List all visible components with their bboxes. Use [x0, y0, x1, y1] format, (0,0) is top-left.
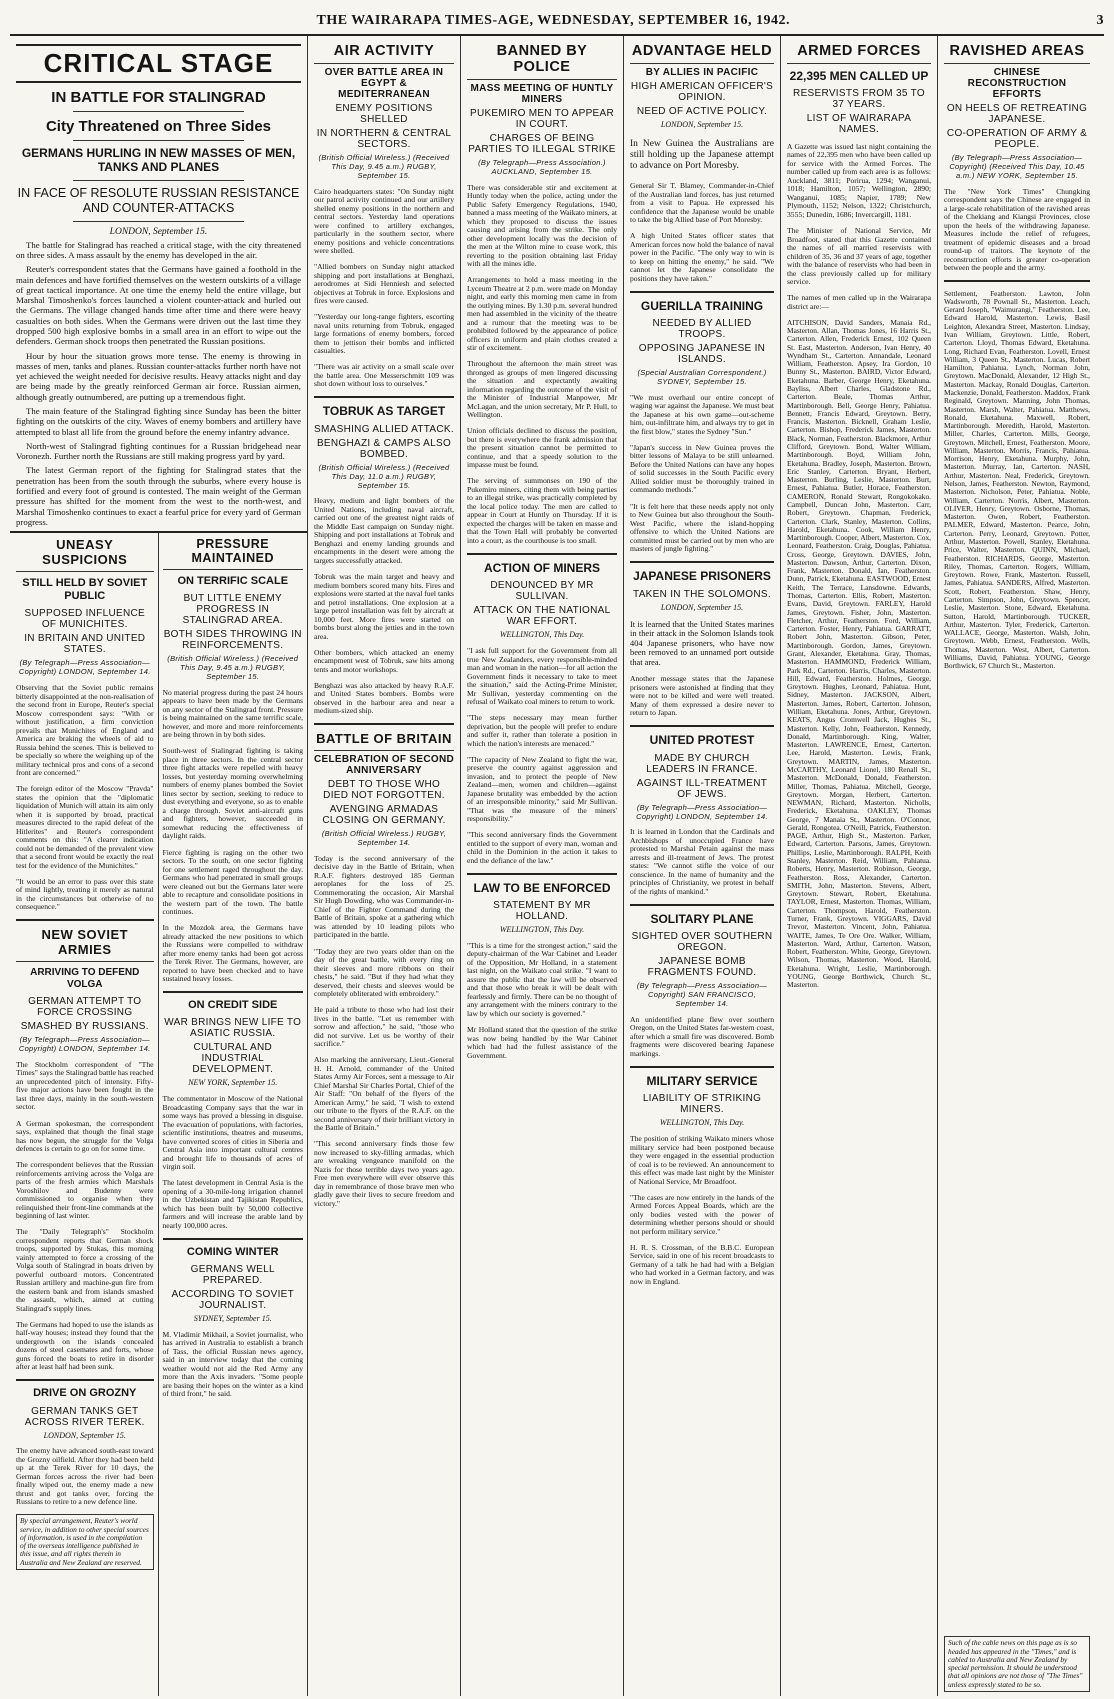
solitary-credit: (By Telegraph—Press Association—Copyright) SAN FRANCISCO, September 14. — [636, 981, 768, 1009]
jap-prisoners-p1: It is learned that the United States marines in their attack in the Solomon Islands took 404 Japanese prisoners, who have now been removed to an unnamed port outside that area. — [630, 619, 774, 667]
law-sub1: STATEMENT BY MR HOLLAND. — [493, 900, 591, 923]
armed-p1: A Gazette was issued last night containing the names of 22,395 men who have been called up for service with the Armed Forces. The number called up from each area is as follows: Auckland, 3811; Porirua, 1294; Wanganui, 1018; Hamilton, 1057; Wellington, 2890; Wanganui, 1085; Napier, 1789; New Plymouth, 1152; Nelson, 1322; Christchurch, 3555; Dunedin, 1686; Invercargill, 1181. — [787, 141, 931, 219]
divider — [630, 1066, 774, 1068]
divider — [314, 723, 454, 725]
banned-sub3: CHARGES OF BEING PARTIES TO ILLEGAL STRIKE — [468, 133, 616, 155]
divider — [467, 553, 617, 555]
banned-credit: (By Telegraph—Press Association.) AUCKLAND, September 15. — [478, 158, 606, 176]
armed-sub2: RESERVISTS FROM 35 TO 37 YEARS. — [793, 88, 925, 111]
grozny-p1: The enemy have advanced south-east toward the Grozny oilfield. After they had been held up at the Terek River for 10 days, the German forces across the river had been finally wiped out, the enemy made a new thrust and got tanks over, forcing the Russians to retire to a new defence line. — [16, 1446, 154, 1507]
credit-side-p2: The latest development in Central Asia is the opening of a 30-mile-long irrigation channel in the Uzbekistan and Tajikistan Republics, which has been built by 50,000 collective farmers and will increase the arable land by nearly 100,000 acres. — [162, 1178, 303, 1230]
critical-p1: The battle for Stalingrad has reached a critical stage, with the city threatened on three sides. A mass assault by the enemy has developed in the air. — [16, 239, 301, 261]
critical-sub1: IN BATTLE FOR STALINGRAD — [51, 89, 266, 106]
coming-winter-sub1: GERMANS WELL PREPARED. — [190, 1263, 275, 1286]
uneasy-sub3: IN BRITAIN AND UNITED STATES. — [24, 633, 146, 656]
tobruk-p2: Tobruk was the main target and heavy and medium bombers scored many hits. Fires and explosions were started at the naval fuel tanks and petrol installations. One explosion at a large petrol installation was felt by aircraft at 10,000 feet. More fires were started on bombs burst along the jetties and in the town area. — [314, 572, 454, 641]
air-sub1: OVER BATTLE AREA IN EGYPT & MEDITERRANEAN — [324, 67, 444, 100]
banned-sub1: MASS MEETING OF HUNTLY MINERS — [470, 83, 614, 105]
air-p1: Cairo headquarters states: "On Sunday night our patrol activity continued and our artillery shelled enemy positions in the northern and central sectors. Yesterday land operations were confined to artillery exchanges, particularly in the southern sector, where enemy positions and vehicle concentrations were shelled. — [314, 186, 454, 256]
battle-britain-sub2: DEBT TO THOSE WHO DIED NOT FORGOTTEN. — [323, 779, 445, 802]
pressure-p2: South-west of Stalingrad fighting is taking place in three sectors. In the central sector three fight attacks were repelled with heavy losses, but yesterday morning overwhelming numbers of enemy planes bombed the Soviet lines sector by section, seeking to reduce to dust everything and everyone, so as to enable a charge through. Soviet anti-aircraft guns and fighters, however, succeeded in somewhat reducing the effectiveness of daylight raids. — [162, 746, 303, 841]
critical-p6: The latest German report of the fighting for Stalingrad states that the penetration has been from the south through the suburbs, where every house is fortified and every foot of ground is contested. The main weight of the German pressure has shifted for the moment from the west to the north-west, and Marshal Timoshenko continues to exact a fearful price for every yard of German progress. — [16, 465, 301, 527]
action-miners-headline: ACTION OF MINERS — [484, 561, 600, 576]
critical-p3: Hour by hour the situation grows more tense. The enemy is throwing in masses of men, tanks and planes. Russian counter-attacks further north have not yet achieved the weight needed for decisive results. Heavy attacks night and day are being made by the greatly reinforced German air force. Russian airmen, although greatly outnumbered, are putting up a tremendous fight. — [16, 350, 301, 402]
tobruk-credit: (British Official Wireless.) (Received This Day, 11.0 a.m.) RUGBY, September 15. — [318, 462, 450, 490]
air-p2: "Allied bombers on Sunday night attacked shipping and port installations at Benghazi, aerodromes at Sidi Henniesh and selected objectives at Tobruk in force. Explosions and fires were caused. — [314, 262, 454, 306]
battle-britain-sub3: AVENGING ARMADAS CLOSING ON GERMANY. — [322, 804, 446, 827]
action-miners-p3: "The capacity of New Zealand to fight the war, preserve the country against aggression and invasion, and to protect the people of New Zealand—men, women and children—against Japanese brutality was embedded by the action of an irresponsible minority," said Mr Sullivan. "That was the measure of the miners' responsibility." — [467, 754, 617, 824]
col1-lower — [10, 533, 159, 1696]
critical-dateline: LONDON, September 15. — [109, 226, 208, 237]
action-miners-p2: "The steps necessary may mean further deprivation, but the people will prefer to endure and suffer it, rather than tolerate a position in which the nation's interests are menaced." — [467, 713, 617, 748]
jap-prisoners-sub1: TAKEN IN THE SOLOMONS. — [633, 588, 771, 600]
banned-p3: Throughout the afternoon the main street was thronged as groups of men lingered discussing the situation and expectantly awaiting information regarding the outcome of the visit of the Minister of Industrial Manpower, Mr McLagan, and the union secretary, Mr P. Hull, to Wellington. — [467, 359, 617, 420]
action-miners-sub2: ATTACK ON THE NATIONAL WAR EFFORT. — [473, 605, 611, 628]
tobruk-p3: Other bombers, which attacked an enemy encampment west of Tobruk, saw hits among tents and motor workshops. — [314, 647, 454, 674]
divider — [16, 1379, 154, 1381]
banned-p4: Union officials declined to discuss the position, but there is everywhere the frank admission that the present situation cannot be permitted to continue, and that a speedy solution to the impasse must be found. — [467, 426, 617, 470]
new-soviet-p5: The Germans had hoped to use the islands as half-way houses; instead they found that the undergrowth on the islands concealed dozens of steel casemates and forts, whose guns forced the boats to retire in disorder after at least half had been sunk. — [16, 1319, 154, 1372]
banned-sub2: PUKEMIRO MEN TO APPEAR IN COURT. — [469, 108, 615, 130]
divider — [16, 919, 154, 921]
jap-prisoners-headline: JAPANESE PRISONERS — [633, 569, 771, 584]
divider — [73, 111, 244, 112]
critical-sub2: City Threatened on Three Sides — [45, 118, 272, 135]
coming-winter-dateline: SYDNEY, September 15. — [193, 1313, 272, 1323]
new-soviet-p4: The "Daily Telegraph's" Stockholm correspondent reports that German shock troops, supported by Stukas, this morning vainly attempted to force a crossing of the Volga south of Stalingrad in boats driven by powerful outboard motors. Concentrated Russian artillery and machine-gun fire from the eastern bank and from islands smashed the assault, which, aimed at cutting Stalingrad's supply lines. — [16, 1227, 154, 1313]
banned-headline: BANNED BY POLICE — [467, 43, 617, 80]
pressure-sub3: BOTH SIDES THROWING IN REINFORCEMENTS. — [163, 629, 302, 652]
tobruk-p4: Benghazi was also attacked by heavy R.A.F. and United States bombers. Bombs were observed in the harbour area and near a medium-sized ship. — [314, 680, 454, 716]
credit-side-sub2: CULTURAL AND INDUSTRIAL DEVELOPMENT. — [192, 1042, 274, 1076]
air-p4: "There was air activity on a small scale over the battle area. One Messerschmitt 109 was shot down without loss to ourselves." — [314, 362, 454, 389]
guerilla-credit: (Special Australian Correspondent.) SYDNEY, September 15. — [637, 368, 767, 387]
divider — [630, 561, 774, 563]
col4 — [461, 36, 624, 1696]
action-miners-p1: "I ask full support for the Government from all true New Zealanders, every responsible-minded man and woman in the nation—for all action the Government finds it necessary to take to meet the situation," said the Acting-Prime Minister, Mr Sullivan, yesterday commenting on the refusal of Waikato coal miners to return to work. — [467, 646, 617, 707]
battle-britain-p4: Also marking the anniversary, Lieut.-General H. H. Arnold, commander of the United States Army Air Forces, sent a message to Air Chief Marshal Sir Charles Portal, Chief of the Air Staff: "On behalf of the flyers of the American Army," he said, "I wish to extend our tribute to the flyers of the R.A.F. on the second anniversary of their brilliant victory in the Battle of Britain." — [314, 1055, 454, 1133]
banned-p5: The serving of summonses on 190 of the Pukemiro miners, citing them with being parties to an illegal strike, was practically completed by the local police today. The men are called to appear in Court at Huntly on Thursday. If it is expected the charges will be taken en masse and that the Town Hall will probably be converted into a court, as the courthouse is too small. — [467, 476, 617, 545]
guerilla-p3: "It is felt here that these needs apply not only to New Guinea but also throughout the South-West Pacific, where the island-hopping offensive to which the United Nations are committed must be carried out by men who are masters of jungle fighting." — [630, 501, 774, 554]
col7 — [938, 36, 1096, 1696]
uneasy-headline: UNEASY SUSPICIONS — [16, 537, 154, 572]
col2-lower — [159, 533, 308, 1696]
left-block — [10, 36, 308, 1696]
jap-prisoners-p2: Another message states that the Japanese prisoners were astonished at finding that they were not to be killed and were well treated. Many of them expressed a desire never to return to Japan. — [630, 674, 774, 718]
pressure-p4: In the Mozdok area, the Germans have already attacked the new positions to which the Russians were compelled to withdraw after more enemy tanks had been got across the Terek River. The Germans, however, are reported to have been checked and to have sustained heavy losses. — [162, 923, 303, 984]
advantage-headline: ADVANTAGE HELD — [630, 43, 774, 64]
new-soviet-p2: A German spokesman, the correspondent says, explained that though the final stage has now begun, the struggle for the Volga defences is certain to go on for some time. — [16, 1118, 154, 1154]
battle-britain-credit: (British Official Wireless.) RUGBY, September 14. — [321, 829, 447, 848]
left-lower — [10, 531, 307, 1696]
divider — [163, 1238, 304, 1240]
armed-sub1: 22,395 MEN CALLED UP — [789, 69, 929, 83]
air-sub2: ENEMY POSITIONS SHELLED — [335, 103, 433, 125]
tobruk-p1: Heavy, medium and light bombers of the United Nations, including naval aircraft, carried out one of the greatest night raids of the Middle East campaign on Sunday night. Shipping and port installations at Tobruk and Benghazi and enemy landing grounds and encampments in the desert were among the targets successfully attacked. — [314, 496, 454, 565]
critical-headline: CRITICAL STAGE — [16, 44, 301, 83]
law-p2: Mr Holland stated that the question of the strike was now being handled by the War Cabinet which had had the fullest assistance of the Government. — [467, 1025, 617, 1060]
uneasy-credit: (By Telegraph—Press Association—Copyright) LONDON, September 14. — [18, 658, 151, 677]
air-credit: (British Official Wireless.) (Received This Day, 9.45 a.m.) RUGBY, September 15. — [318, 153, 450, 180]
pressure-p1: No material progress during the past 24 hours appears to have been made by the Germans on any sector of the Stalingrad front. Pressure is being maintained on the same terrific scale, however, and more and more reinforcements are being thrown in by both sides. — [162, 687, 303, 740]
banned-p1: There was considerable stir and excitement at Huntly today when the police, acting under the Public Safety Emergency Regulations, 1940, banned a mass meeting of the Waikato miners, at which they proposed to discuss the issues causing and arising from the strike. The only other development locally was the decision of the men at the Wilton mine to cease work, this reverting to the position obtaining last Friday with all the mines idle. — [467, 182, 617, 269]
air-sub3: IN NORTHERN & CENTRAL SECTORS. — [316, 128, 452, 150]
advantage-lead: In New Guinea the Australians are still holding up the Japanese attempt to advance on Port Moresby. — [630, 138, 774, 172]
solitary-sub2: JAPANESE BOMB FRAGMENTS FOUND. — [647, 956, 757, 979]
critical-p2: Reuter's correspondent states that the Germans have gained a foothold in the main defences and have fortified themselves on the western outskirts of a village of great tactical importance. At one time the enemy held the entire village, but Marshal Timoshenko's forces launched a violent counter-attack and hurled out the Germans. The village changed hands time after time and there were heavy casualties on both sides. When the Germans were driven out the last time they dropped 500 high explosive bombs in a small area in an effort to wipe out the defenders. German shock troops then penetrated the Russian positions. — [16, 264, 301, 347]
solitary-p1: An unidentified plane flew over southern Oregon, on the United States far-western coast, after which a small fire was discovered. Bomb fragments were discovered bearing Japanese markings. — [630, 1014, 774, 1058]
guerilla-sub2: OPPOSING JAPANESE IN ISLANDS. — [638, 343, 766, 366]
guerilla-headline: GUERILLA TRAINING — [640, 298, 764, 313]
pressure-credit: (British Official Wireless.) (Received This Day, 9.45 a.m.) RUGBY, September 15. — [167, 654, 299, 682]
battle-britain-headline: BATTLE OF BRITAIN — [314, 731, 454, 751]
uneasy-sub2: SUPPOSED INFLUENCE OF MUNICHITES. — [24, 608, 145, 631]
divider — [630, 904, 774, 906]
credit-side-headline: ON CREDIT SIDE — [188, 999, 278, 1012]
divider — [630, 291, 774, 293]
banned-p2: Arrangements to hold a mass meeting in the Lyceum Theatre at 2 p.m. were made on Monday night, and early this morning men came in from the outlying mines. By 1.30 p.m. several hundred men had assembled in the vicinity of the theatre and a rumour that the meeting was to be prohibited followed by the appearance of police officers in uniform and plain clothes created a stir of excitement. — [467, 275, 617, 353]
tobruk-headline: TOBRUK AS TARGET — [322, 404, 446, 419]
ravished-sub2: ON HEELS OF RETREATING JAPANESE. — [946, 103, 1088, 125]
ravished-headline: RAVISHED AREAS — [944, 43, 1090, 64]
credit-side-dateline: NEW YORK, September 15. — [188, 1078, 278, 1088]
battle-britain-p3: He paid a tribute to those who had lost their lives in the battle. "Let us remember with sorrow and affection," he said, "those who did not survive. Let us be worthy of their sacrifice." — [314, 1005, 454, 1049]
grozny-headline: DRIVE ON GROZNY — [33, 1387, 137, 1400]
bottom-note: Such of the cable news on this page as is so headed has appeared in the "Times," and is cabled to Australia and New Zealand by special permission. It should be understood that all opinions are not those of "The Times" unless expressly stated to be so. — [944, 1636, 1090, 1692]
guerilla-sub1: NEEDED BY ALLIED TROOPS. — [652, 318, 752, 341]
footnote-left: By special arrangement, Reuter's world service, in addition to other special sources of information, is used in the compilation of the overseas intelligence published in this issue, and all rights therein in Australia and New Zealand are reserved. — [16, 1514, 154, 1570]
col5 — [624, 36, 781, 1696]
masthead-title: THE WAIRARAPA TIMES-AGE, WEDNESDAY, SEPTEMBER 16, 1942. — [316, 13, 791, 28]
new-soviet-credit: (By Telegraph—Press Association—Copyright) LONDON, September 14. — [18, 1035, 151, 1054]
solitary-headline: SOLITARY PLANE — [650, 912, 754, 926]
pressure-sub1: ON TERRIFIC SCALE — [177, 575, 289, 588]
credit-side-p1: The commentator in Moscow of the National Broadcasting Company says that the war in some ways has proved a blessing in disguise. The evacuation of populations, with factories, scientific institutions, theatres and museums, have converted scores of cities in Siberia and Central Asia into important cultural centres and brought life to thousands of acres of virgin soil. — [162, 1094, 303, 1172]
military-sub1: LIABILITY OF STRIKING MINERS. — [642, 1093, 762, 1116]
protest-headline: UNITED PROTEST — [649, 733, 755, 748]
protest-p1: It is learned in London that the Cardinals and Archbishops of unoccupied France have protested to Marshal Petain against the mass arrests and ill-treatment of Jews. The protest states: "We cannot stifle the voice of our conscience. In the name of humanity and the principles of Christianity, we protest in behalf of the rights of mankind." — [630, 827, 774, 896]
ravished-sub3: CO-OPERATION OF ARMY & PEOPLE. — [946, 128, 1088, 150]
uneasy-p1: Observing that the Soviet public remains bitterly disappointed at the non-realisation of the second front in Europe, Reuter's special Moscow correspondent says: "With or without justification, a firm conviction prevails that Munichites of England and America are braking the wheels of aid to Russia behind the scenes. This is believed to be specially so where the weighing up of the military technical pros and cons of a second front are concerned." — [16, 683, 154, 778]
ravished-sub1: CHINESE RECONSTRUCTION EFFORTS — [967, 67, 1067, 100]
new-soviet-sub1: ARRIVING TO DEFEND VOLGA — [30, 967, 140, 991]
action-miners-p4: "This second anniversary finds the Government entitled to the support of every man, woman and child in the Dominion in the action it takes to end the defiance of the law." — [467, 830, 617, 865]
divider — [163, 991, 304, 993]
columns — [10, 36, 1104, 1696]
air-p3: "Yesterday our long-range fighters, escorting naval units returning from Tobruk, engaged large formations of enemy bombers, forced them to jettison their bombs and inflicted casualties. — [314, 312, 454, 356]
divider — [630, 725, 774, 727]
uneasy-sub1: STILL HELD BY SOVIET PUBLIC — [22, 577, 148, 603]
col6 — [781, 36, 938, 1696]
uneasy-p3: "It would be an error to pass over this state of mind lightly, treating it merely as natural in the circumstances but otherwise of no consequence." — [16, 876, 154, 912]
protest-credit: (By Telegraph—Press Association—Copyright) LONDON, September 14. — [636, 802, 768, 821]
pressure-p3: Fierce fighting is raging on the other two sectors. To the south, on one sector fighting for one settlement raged throughout the day. Germans who had penetrated in small groups were cleaned out but the Germans later were able to recapture and consolidate positions in the western part of the town. The battle continues. — [162, 847, 303, 917]
grozny-sub1: GERMAN TANKS GET ACROSS RIVER TEREK. — [24, 1405, 145, 1428]
battle-britain-p2: "Today they are two years older than on the day of the great battle, with every ring on their sleeves and more ribbons on their chests," he said. "But if they had what they deserved, their chests and sleeves would be completely obliterated with embroidery." — [314, 946, 454, 999]
armed-headline: ARMED FORCES — [787, 43, 931, 64]
ravished-p1: The "New York Times" Chungking correspondent says the Chinese are engaged in a large-scale rehabilitation of the ravished areas of the Chekiang and Kiangsi Provinces, close upon the heels of the withdrawing Japanese. Measures include the relief of refugees, treatment of epidemic diseases and a broad round-up of traitors. The keynote of the reconstruction efforts is greater co-operation between the people and the army. — [944, 186, 1090, 273]
masthead — [10, 8, 1104, 36]
critical-sub4: IN FACE OF RESOLUTE RUSSIAN RESISTANCE AND COUNTER-ATTACKS — [17, 185, 300, 215]
ravished-credit: (By Telegraph—Press Association—Copyright) (Received This Day, 10.45 a.m.) NEW YORK, September 15. — [949, 153, 1085, 180]
action-miners-sub1: DENOUNCED BY MR SULLIVAN. — [490, 580, 594, 603]
col3 — [308, 36, 461, 1696]
air-headline: AIR ACTIVITY — [314, 43, 454, 64]
law-p1: "This is a time for the strongest action," said the deputy-chairman of the War Cabinet and Leader of the Opposition, Mr Holland, in a statement last night, on the Waikato coal strike. "I want to assure the public that the law will be observed and that those who break it will be dealt with fearlessly and firmly. There can be no thought of any arrangement with the miners contrary to the law by which our society is governed." — [467, 940, 617, 1018]
advantage-sub3: NEED OF ACTIVE POLICY. — [636, 106, 768, 117]
armed-names: AITCHISON, David Sanders, Manaia Rd., Masterton. Allan, Thomas Jones, 16 Harris St., Carterton. Allen, Frederick Ernest, 102 Queen St. East, Masterton. Anderson, Ivan Henry, 40 Wyndham St., Carterton. Annandale, Leonard William, Featherston. Apsey, Ira Gordon, 10 Bunny St., Masterton. BAIRD, Victor Edward, Eketahuna. Barber, George Henry, Eketahuna. Bayliss, Albert Charles, Gladstone Rd., Carterton. Beale, Thomas Arthur, Martinborough. Bell, George Henry, Pahiatua. Bennett, Francis Edward, Greytown. Berry, Francis, Masterton. Bicknell, Graham Leslie, Carterton. Bishop, Frederick James, Masterton. Black, Norman, Featherston. Blackmore, Arthur Clifford, Greytown. Bond, Walter William, Martinborough. Boyd, William John, Eketahuna. Bradley, Joseph, Masterton. Brown, Eric Stanley, Carterton. Bryant, Herbert, Masterton. Burling, Leslie, Masterton. Burt, Ernest, Pahiatua. Butler, Horace, Featherston. CAMERON, Ronald Stewart, Rongokokako. Campbell, Duncan John, Masterton. Carr, Robert, Greytown. Chapman, Frederick, Carterton. Clark, Stanley, Masterton. Collins, Harold, Eketahuna. Cook, William Henry, Martinborough. Cooper, Albert, Masterton. Cox, Leonard, Featherston. Craig, Douglas, Pahiatua. Cross, George, Greytown. DAVIES, John, Masterton. Dawson, Arthur, Carterton. Dixon, Frank, Masterton. Donald, Ian, Featherston. Dunn, Patrick, Eketahuna. EASTWOOD, Ernest Keith, The Terrace, Lansdowne. Edwards, Thomas, Carterton. Ellis, Robert, Masterton. Evans, David, Greytown. FARLEY, Harold James, Greytown. Fisher, John, Masterton. Fletcher, Arthur, Featherston. Ford, William, Carterton. Foster, Henry, Pahiatua. GARRATT, Robert John, Masterton. Gibson, Peter, Martinborough. Gordon, James, Greytown. Grant, Alexander, Eketahuna. Gray, Thomas, Masterton. HAMMOND, Frederick William, Park Rd., Carterton. Harris, Charles, Masterton. Hill, Edward, Featherston. Holmes, George, Greytown. Hughes, Leonard, Pahiatua. Hunt, Sidney, Masterton. JACKSON, Albert, Masterton. James, Robert, Carterton. Johnson, William, Eketahuna. Jones, Arthur, Greytown. KEATS, Angus Cromwell Jack, Hughes St., Masterton. Kelly, John, Featherston. Kennedy, Donald, Martinborough. King, Walter, Masterton. LAWRENCE, Ernest, Carterton. Lee, Harold, Masterton. Lewis, Frank, Greytown. MARTIN, James, Masterton. McCARTHY, Leonard Lionel, 180 Renall St., Masterton. McDonald, Donald, Featherston. Miller, Thomas, Pahiatua. Mitchell, George, Greytown. Morgan, Herbert, Carterton. NEWMAN, Richard, Masterton. Nicholls, Frederick, Eketahuna. OAKLEY, Thomas George, 7 Manaia St., Masterton. O'Connor, Gerald, Rongotea. O'Neill, Patrick, Featherston. PAGE, Arthur, High St., Masterton. Parker, Edward, Carterton. Parsons, James, Greytown. Phillips, Leslie, Martinborough. RALPH, Keith Stanley, Masterton. Reid, William, Pahiatua. Roberts, Henry, Masterton. Robinson, George, Featherston. Ross, Alexander, Carterton. SMITH, John, Masterton. Stevens, Albert, Greytown. Stewart, Robert, Eketahuna. TAYLOR, Ernest, Masterton. Thomas, William, Carterton. Thompson, Harold, Featherston. Turner, Frank, Greytown. VIGGARS, David Trevor, Masterton. Vincent, John, Pahiatua. WAITE, James, Te Ore Ore. Walker, William, Masterton. Ward, Arthur, Carterton. Watson, Robert, Featherston. White, George, Greytown. Wilson, Thomas, Masterton. Wood, Harold, Eketahuna. Wright, Leslie, Martinborough. YOUNG, George Borthwick, Church St., Masterton. — [787, 317, 931, 990]
armed-p3: The names of men called up in the Wairarapa district are:— — [787, 293, 931, 311]
new-soviet-p1: The Stockholm correspondent of "The Times" says the Stalingrad battle has reached an unprecedented pitch of intensity. Fifty-five major actions have been fought in the last three days, mainly in the south-western sector. — [16, 1059, 154, 1112]
coming-winter-headline: COMING WINTER — [186, 1245, 279, 1258]
military-p3: H. R. S. Crossman, of the B.B.C. European Service, said in one of his recent broadcasts to Germany of a talk he had had with a Belgian who had worked in a German factory, and was now in England. — [630, 1242, 774, 1286]
military-p1: The position of striking Waikato miners whose military service had been postponed because they were engaged in the essential production of coal is to be reviewed. An announcement to this effect was made last night by the Minister of National Service, Mr Broadfoot. — [630, 1134, 774, 1186]
action-miners-dateline: WELLINGTON, This Day. — [499, 630, 585, 640]
armed-p2: The Minister of National Service, Mr Broadfoot, stated that this Gazette contained the names of all married reservists with children of 35, 36 and 37 years of age, together with the balance of reservists who had been in the class previously called up for military service. — [787, 226, 931, 287]
pressure-sub2: BUT LITTLE ENEMY PROGRESS IN STALINGRAD AREA. — [182, 593, 283, 627]
armed-sub3: LIST OF WAIRARAPA NAMES. — [806, 113, 912, 136]
tobruk-sub1: SMASHING ALLIED ATTACK. — [314, 423, 454, 435]
advantage-sub2: HIGH AMERICAN OFFICER'S OPINION. — [630, 81, 774, 103]
law-headline: LAW TO BE ENFORCED — [473, 880, 611, 895]
battle-britain-sub1: CELEBRATION OF SECOND ANNIVERSARY — [314, 754, 455, 777]
guerilla-p2: "Japan's success in New Guinea proves the bitter lessons of Malaya to be still unlearned. Before the United Nations can have any hopes of solid successes in the South Pacific every Allied soldier must be thoroughly trained in commando methods." — [630, 442, 774, 495]
battle-britain-p5: "This second anniversary finds those few now increased to sky-filling armadas, which are wreaking vengeance manifold on the Nazis for those terrible days two years ago. Free men everywhere will ever observe this day in remembrance of those brave men who gladly gave their lives to secure freedom and victory." — [314, 1139, 454, 1208]
divider — [73, 221, 244, 222]
new-soviet-headline: NEW SOVIET ARMIES — [16, 927, 154, 962]
tobruk-sub2: BENGHAZI & CAMPS ALSO BOMBED. — [316, 437, 452, 460]
divider — [467, 873, 617, 875]
grozny-dateline: LONDON, September 15. — [43, 1430, 126, 1440]
critical-p4: The main feature of the Stalingrad fighting since Sunday has been the bitter fighting on the outskirts of the city. Waves of enemy bombers and artillery have attempted to blast all life from the ground before the enemy infantry advance. — [16, 406, 301, 437]
critical-sub3: GERMANS HURLING IN NEW MASSES OF MEN, TANKS AND PLANES — [21, 146, 296, 175]
critical-stage-article — [10, 44, 307, 527]
pressure-headline: PRESSURE MAINTAINED — [163, 537, 304, 570]
divider — [73, 140, 244, 141]
new-soviet-p3: The correspondent believes that the Russian reinforcements arriving across the Volga are parts of the fresh armies which Marshals Voroshilov and Budenny were commissioned to organise when they relinquished their front-line commands at the beginning of last winter. — [16, 1160, 154, 1221]
advantage-sub1: BY ALLIES IN PACIFIC — [645, 67, 759, 78]
advantage-p1: General Sir T. Blamey, Commander-in-Chief of the Australian land forces, has just returned from a visit to Papua. He expressed his confidence that the Japanese would be unable to take the big Allied base of Port Moresby. — [630, 181, 774, 225]
new-soviet-sub2: GERMAN ATTEMPT TO FORCE CROSSING — [28, 996, 142, 1019]
divider — [314, 396, 454, 398]
uneasy-p2: The foreign editor of the Moscow "Pravda" states the opinion that the "diplomatic liquidation of Munich will attain its aim only when it is supported by broad, practical measures directed to the rapid defeat of the Hitlerites" and Reuter's correspondent comments on this: "A clearer indication could not be demanded of the prevalent view that a second front would be exactly the real test for the evidence of the Munichites." — [16, 784, 154, 870]
guerilla-p1: "We must overhaul our entire concept of waging war against the Japanese. We must beat the Japanese at his own game—out-scheme him, out-infiltrate him, and always try to get in the first blow," states the Sydney "Sun." — [630, 392, 774, 436]
divider — [73, 180, 244, 181]
advantage-dateline: LONDON, September 15. — [660, 120, 744, 129]
advantage-p2: A high United States officer states that American forces now hold the balance of naval power in the Pacific. "The only way to win is to keep on hitting the enemy," he said. "We cannot let the Japanese consolidate the positions they have taken." — [630, 231, 774, 283]
solitary-sub1: SIGHTED OVER SOUTHERN OREGON. — [631, 931, 773, 954]
divider — [944, 280, 1090, 282]
law-dateline: WELLINGTON, This Day. — [499, 925, 585, 935]
battle-britain-p1: Today is the second anniversary of the decisive day in the Battle of Britain, when R.A.F. fighters destroyed 185 German aeroplanes for the loss of 25. Commemorating the occasion, Air Marshal Sir Hugh Dowding, who was Commander-in-Chief of the Fighter Command during the Battle of Britain, spoke at a gathering which was attended by 10 leading pilots who participated in the battle. — [314, 853, 454, 940]
coming-winter-p1: M. Vladimir Mikhail, a Soviet journalist, who has arrived in Australia to establish a branch of Tass, the official Russian news agency, said in an interview today that the coming weather would not aid the Red Army any more than the Axis invaders. "Some people are basing their hopes on the winter as a kind of third front," he said. — [162, 1329, 303, 1398]
protest-sub1: MADE BY CHURCH LEADERS IN FRANCE. — [646, 752, 758, 775]
ravished-names: Settlement, Featherston. Lawton, John Wadsworth, 78 Pownall St., Masterton. Leach, Gerard Joseph, "Waimurangi," Featherston. Lee, Edward Harold, Masterton. Lewis, Basil Leighton, Alexandra Street, Masterton. Lindsay, Ivan William, Greytown. Little, Robert, Carterton. Lloyd, Thomas Edward, Eketahuna. Long, Richard Evan, Featherston. Lovell, Ernest William, 3 Queen St., Masterton. Lucas, Robert Hamilton, Pahiatua. Lynch, Norman John, Greytown. MacDonald, Alexander, 12 High St., Masterton. Mackay, Ronald Douglas, Carterton. Mackenzie, Donald, Featherston. Maddox, Frank Reginald, Greytown. Manning, John Thomas, Masterton. Marsh, Walter, Pahiatua. Matthews, Ronald, Eketahuna. Maxwell, Robert, Martinborough. Meredith, Harold, Masterton. Miller, Charles, Carterton. Mills, George, Greytown. Mitchell, Ernest, Featherston. Moore, William, Masterton. Morris, Francis, Pahiatua. Morrison, Henry, Eketahuna. Murphy, John, Masterton. Murray, Ian, Carterton. NASH, Arthur, Masterton. Neal, Frederick, Greytown. Nelson, James, Featherston. Newton, Raymond, Masterton. Nicholson, Peter, Pahiatua. Noble, William, Carterton. Norris, Albert, Masterton. OLIVER, Henry, Greytown. Osborne, Thomas, Masterton. Owen, Robert, Featherston. PALMER, Edward, Masterton. Pearce, John, Carterton. Perry, Leonard, Greytown. Potter, Arthur, Masterton. Powell, Stanley, Eketahuna. Price, Walter, Masterton. QUINN, Michael, Featherston. RICHARDS, George, Masterton. Riley, Thomas, Carterton. Rogers, William, Greytown. Rowe, Frank, Masterton. Russell, James, Pahiatua. SANDERS, Alfred, Masterton. Scott, Robert, Featherston. Shaw, Henry, Carterton. Simpson, John, Greytown. Spencer, Leslie, Masterton. Stone, Edward, Eketahuna. Sutton, Harold, Martinborough. TUCKER, Arthur, Masterton. Tyler, Frederick, Carterton. WALLACE, George, Masterton. Walsh, John, Greytown. Webb, Ernest, Featherston. Wells, Thomas, Masterton. West, Albert, Carterton. Williams, David, Pahiatua. YOUNG, George Borthwick, 67 Church St., Masterton. — [944, 288, 1090, 671]
military-headline: MILITARY SERVICE — [646, 1074, 758, 1089]
protest-sub2: AGAINST ILL-TREATMENT OF JEWS. — [636, 777, 768, 800]
military-p2: "The cases are now entirely in the hands of the Armed Forces Appeal Boards, which are the only bodies vested with the power of determining whether persons should or should not perform military service." — [630, 1192, 774, 1236]
credit-side-sub1: WAR BRINGS NEW LIFE TO ASIATIC RUSSIA. — [164, 1017, 302, 1040]
page-number: 3 — [1096, 13, 1104, 28]
military-dateline: WELLINGTON, This Day. — [659, 1118, 745, 1128]
critical-p5: North-west of Stalingrad fighting continues for a Russian bridgehead near Voronezh. Further north the Russians are still making progress yard by yard. — [16, 440, 301, 462]
coming-winter-sub2: ACCORDING TO SOVIET JOURNALIST. — [171, 1288, 295, 1311]
new-soviet-sub3: SMASHED BY RUSSIANS. — [20, 1021, 149, 1033]
jap-prisoners-dateline: LONDON, September 15. — [660, 602, 744, 612]
